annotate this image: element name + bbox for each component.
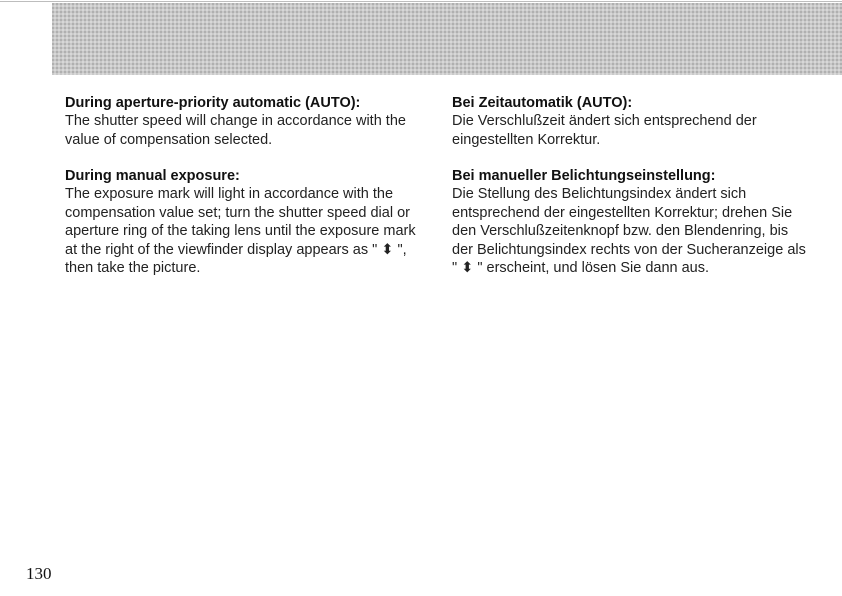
top-rule <box>0 1 842 2</box>
english-column <box>65 94 425 296</box>
manual-section-de <box>452 167 812 278</box>
manual-section-en <box>65 167 425 278</box>
manual-heading-de: Bei manueller Belichtungseinstellung: <box>452 168 716 184</box>
manual-heading-en: During manual exposure: <box>65 168 240 184</box>
auto-section-en <box>65 94 425 149</box>
auto-body-en: The shutter speed will change in accordance with the value of compensation selected. <box>65 113 406 148</box>
page-number: 130 <box>26 564 52 583</box>
manual-body-de: Die Stellung des Belichtungsindex ändert sich entsprechend der eingestellten Korrektur; drehen Sie den Verschlußzeitenknopf bzw. den Blendenring, bis der Belichtungsindex rechts von der Sucheranzeige als " ⬍ " erscheint, und lösen Sie dann aus. <box>452 186 806 276</box>
auto-body-de: Die Verschlußzeit ändert sich entsprechend der eingestellten Korrektur. <box>452 113 757 148</box>
header-band <box>52 3 842 75</box>
auto-section-de <box>452 94 812 149</box>
german-column <box>452 94 812 296</box>
manual-body-en: The exposure mark will light in accordance with the compensation value set; turn the shutter speed dial or aperture ring of the taking lens until the exposure mark at the right of the viewfinder display appears as " ⬍ ", then take the picture. <box>65 186 416 276</box>
auto-heading-en: During aperture-priority automatic (AUTO): <box>65 95 361 111</box>
auto-heading-de: Bei Zeitautomatik (AUTO): <box>452 95 633 111</box>
